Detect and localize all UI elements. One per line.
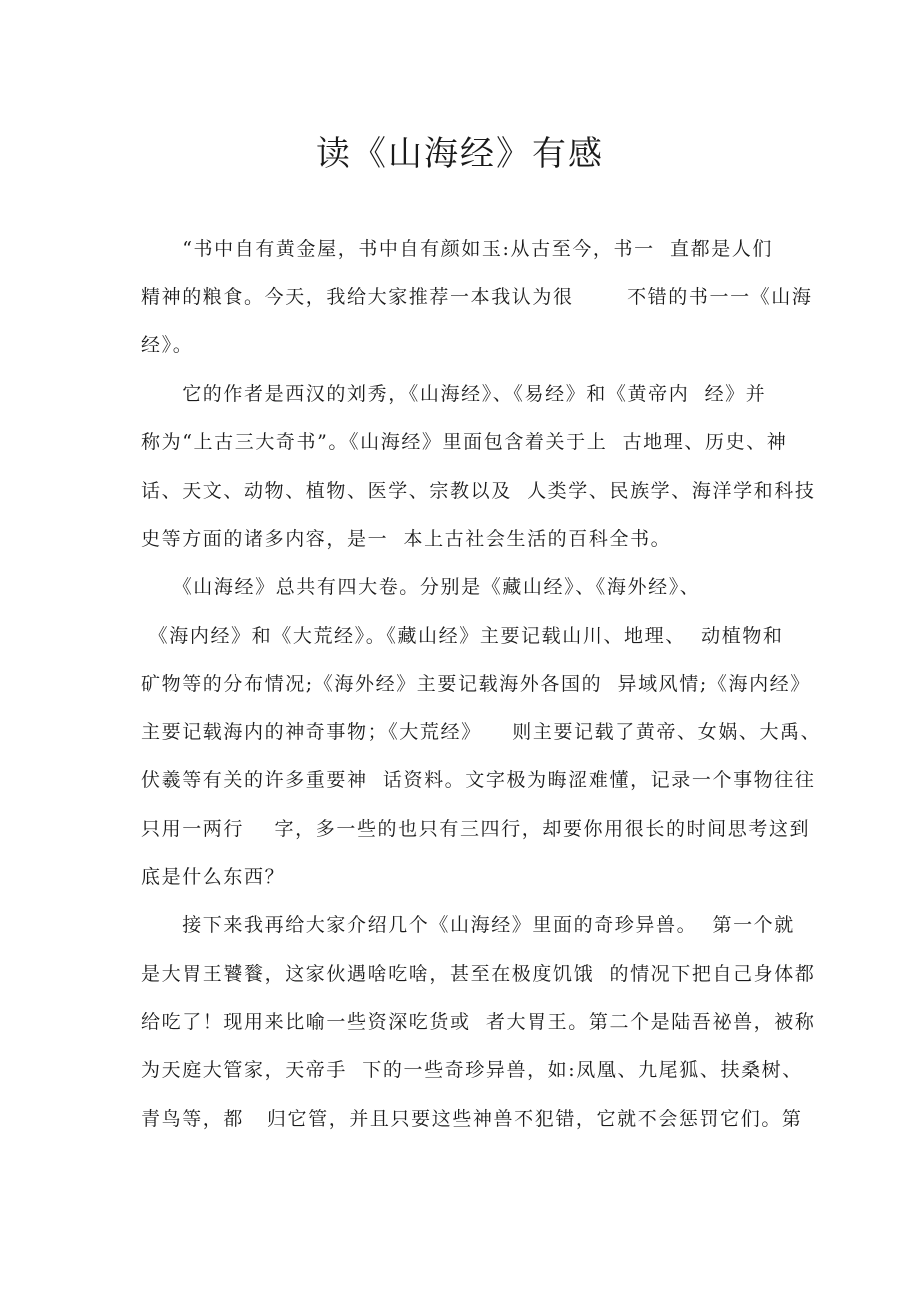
page-title: 读《山海经》有感 (316, 134, 604, 174)
text-line: 称为“上古三大奇书”。《山海经》里面包含着关于上 古地理、历史、神 (141, 431, 788, 453)
text-line: 给吃了！现用来比喻一些资深吃货或 者大胃王。第二个是陆吾祕兽，被称 (141, 1011, 816, 1033)
text-line: 为天庭大管家，天帝手 下的一些奇珍异兽，如:凤凰、九尾狐、扶桑树、 (141, 1059, 803, 1081)
text-line: 主要记载海内的神奇事物；《大荒经》 则主要记载了黄帝、女娲、大禹、 (141, 721, 822, 743)
text-line: 是大胃王饕餮，这家伙遇啥吃啥，甚至在极度饥饿 的情况下把自己身体都 (141, 963, 816, 985)
text-line: 它的作者是西汉的刘秀，《山海经》、《易经》和《黄帝内 经》并 (141, 383, 767, 405)
text-line: 话、天文、动物、植物、医学、宗教以及 人类学、民族学、海洋学和科技 (141, 480, 816, 502)
text-line: 《山海经》总共有四大卷。分别是《藏山经》、《海外经》、 (141, 576, 701, 598)
text-line: 《海内经》和《大荒经》。《藏山经》主要记载山川、地理、 动植物和 (141, 625, 784, 647)
text-line: 矿物等的分布情况;《海外经》主要记载海外各国的 异域风情;《海内经》 (141, 673, 811, 695)
text-line: 青鸟等，都 归它管，并且只要这些神兽不犯错，它就不会惩罚它们。第 (141, 1108, 803, 1130)
text-line: 伏羲等有关的许多重要神 话资料。文字极为晦涩难懂，记录一个事物往往 (141, 769, 816, 791)
text-line: 接下来我再给大家介绍几个《山海经》里面的奇珍异兽。 第一个就 (141, 914, 795, 936)
text-line: 经》。 (141, 334, 194, 356)
text-line: 精神的粮食。今天，我给大家推荐一本我认为很 不错的书一一《山海 (141, 286, 813, 308)
text-line: “书中自有黄金屋，书中自有颜如玉:从古至今，书一 直都是人们 (141, 238, 773, 260)
text-line: 只用一两行 字，多一些的也只有三四行，却要你用很长的时间思考这到 (141, 818, 811, 840)
text-line: 史等方面的诸多内容，是一 本上古社会生活的百科全书。 (141, 528, 672, 550)
text-line: 底是什么东西？ (141, 866, 286, 888)
